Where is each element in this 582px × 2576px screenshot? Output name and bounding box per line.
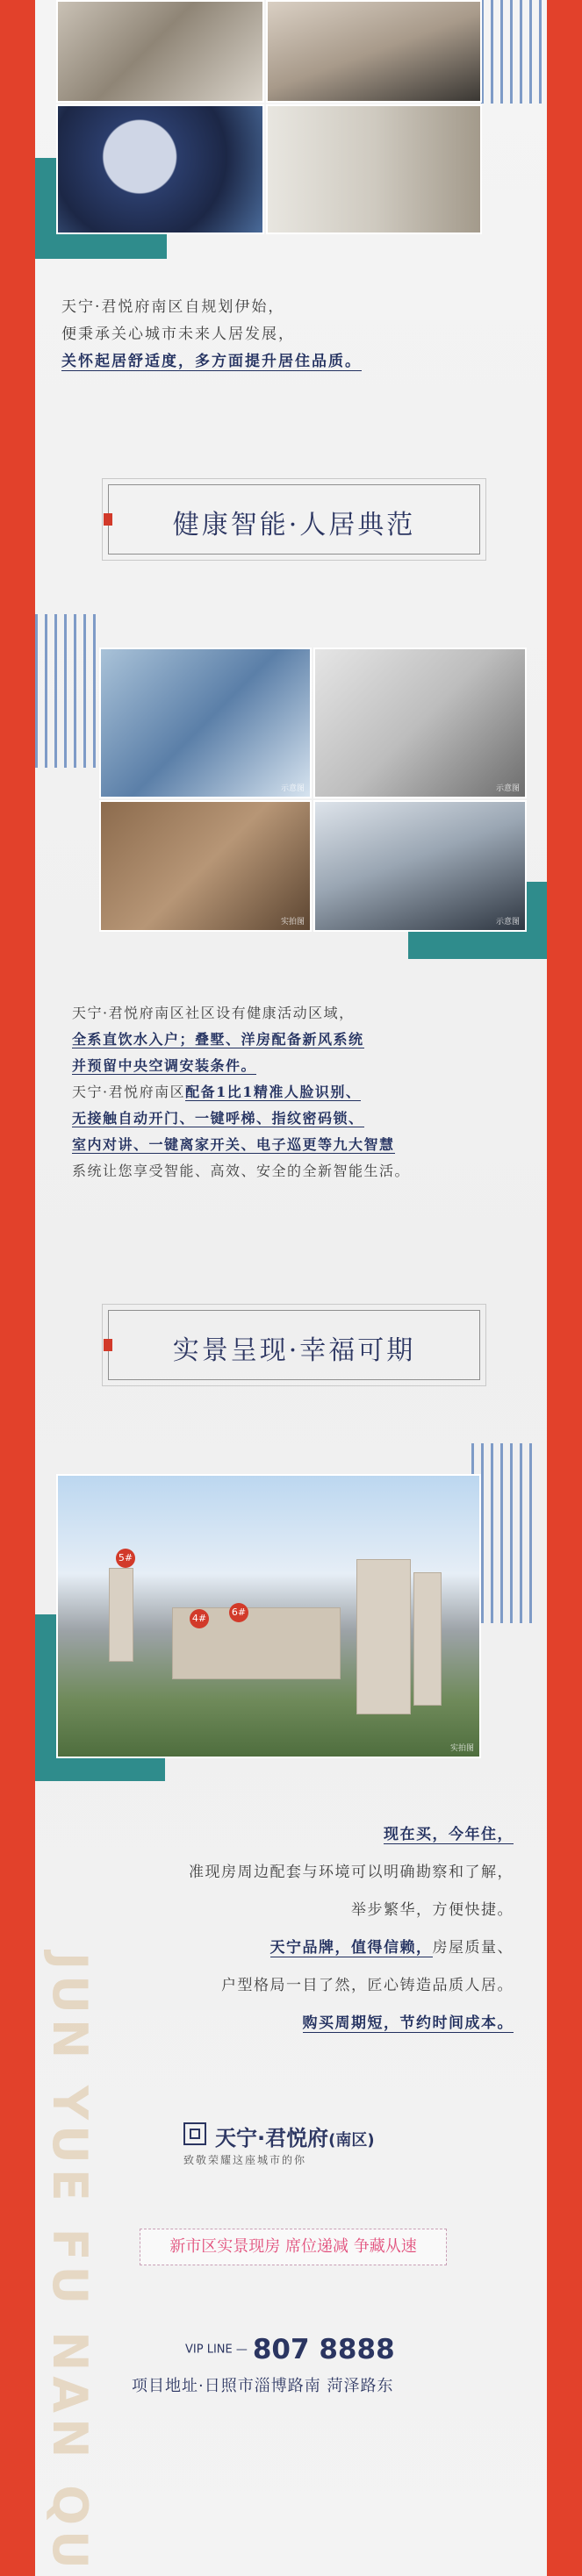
building-pin: 6#	[229, 1603, 248, 1622]
photo-caption: 示意图	[280, 784, 305, 793]
live-line-highlight: 天宁品牌，值得信赖，	[269, 1939, 433, 1957]
smart-line-highlight: 配备1比1精准人脸识别、	[185, 1084, 362, 1100]
photo-parking-gate	[313, 800, 527, 932]
intro-line-highlight: 关怀起居舒适度，多方面提升居住品质。	[61, 353, 362, 370]
building-pin: 5#	[116, 1549, 135, 1568]
intro-line: 便秉承关心城市未来人居发展，	[61, 326, 295, 343]
photo-caption: 实拍图	[280, 918, 305, 927]
photo-bathroom	[266, 104, 482, 234]
page-paper	[35, 0, 547, 2576]
building-pin: 4#	[190, 1609, 209, 1628]
section-heading-smart	[108, 484, 480, 555]
photo-door-lock	[313, 648, 527, 798]
promo-banner: 新市区实景现房 席位递减 争藏从速	[140, 2229, 447, 2265]
photo-caption: 示意图	[495, 784, 520, 793]
project-address: 项目地址·日照市淄博路南 菏泽路东	[132, 2377, 394, 2395]
live-line: 举步繁华，方便快捷。	[351, 1901, 514, 1919]
building	[413, 1572, 442, 1706]
section-heading-real	[108, 1310, 480, 1380]
photo-living-room	[56, 0, 264, 103]
smart-line-highlight: 室内对讲、一键离家开关、电子巡更等九大智慧	[72, 1136, 395, 1153]
intro-text	[61, 294, 362, 376]
vip-label: VIP LINE —	[185, 2343, 248, 2357]
logo-mark-icon	[183, 2122, 206, 2145]
smart-line: 天宁·君悦府南区	[72, 1084, 186, 1100]
live-text	[75, 1816, 514, 2043]
photo-aerial-view	[56, 1474, 481, 1758]
vertical-watermark-text: JUN YUE FU NAN QU	[42, 1952, 97, 2574]
vip-hotline	[185, 2334, 395, 2365]
smart-line-highlight: 并预留中央空调安装条件。	[72, 1057, 257, 1074]
live-line-highlight: 现在买，今年住，	[384, 1826, 514, 1843]
smart-line: 系统让您享受智能、高效、安全的全新智能生活。	[72, 1163, 411, 1179]
photo-face-recognition	[99, 800, 312, 932]
vip-number: 807 8888	[252, 2334, 395, 2365]
section-heading-text: 健康智能·人居典范	[172, 510, 416, 540]
decor-stripes-right	[471, 1443, 536, 1623]
decor-stripes-left	[35, 614, 100, 768]
smart-line: 天宁·君悦府南区社区设有健康活动区域，	[72, 1005, 355, 1021]
decor-stripes-top	[481, 0, 546, 104]
live-line: 户型格局一目了然，匠心铸造品质人居。	[221, 1977, 514, 1994]
photo-caption: 示意图	[495, 918, 520, 927]
section-heading-text: 实景呈现·幸福可期	[172, 1335, 416, 1366]
smart-text	[72, 1000, 410, 1184]
live-line-highlight: 购买周期短，节约时间成本。	[302, 2014, 514, 2032]
building	[109, 1568, 133, 1662]
smart-line-highlight: 全系直饮水入户；叠墅、洋房配备新风系统	[72, 1031, 364, 1048]
photo-dining-room	[266, 0, 482, 103]
live-line: 准现房周边配套与环境可以明确勘察和了解，	[189, 1864, 514, 1881]
photo-kids-room	[56, 104, 264, 234]
building	[356, 1559, 411, 1714]
intro-line: 天宁·君悦府南区自规划伊始，	[61, 298, 285, 316]
smart-line-highlight: 无接触自动开门、一键呼梯、指纹密码锁、	[72, 1110, 364, 1127]
photo-caption: 实拍图	[449, 1744, 474, 1753]
brand-tagline: 致敬荣耀这座城市的你	[183, 2154, 307, 2166]
live-line: 房屋质量、	[432, 1939, 514, 1957]
photo-smart-home	[99, 648, 312, 798]
brand-name: 天宁·君悦府	[215, 2126, 329, 2150]
brand-name-suffix: (南区)	[328, 2131, 375, 2150]
